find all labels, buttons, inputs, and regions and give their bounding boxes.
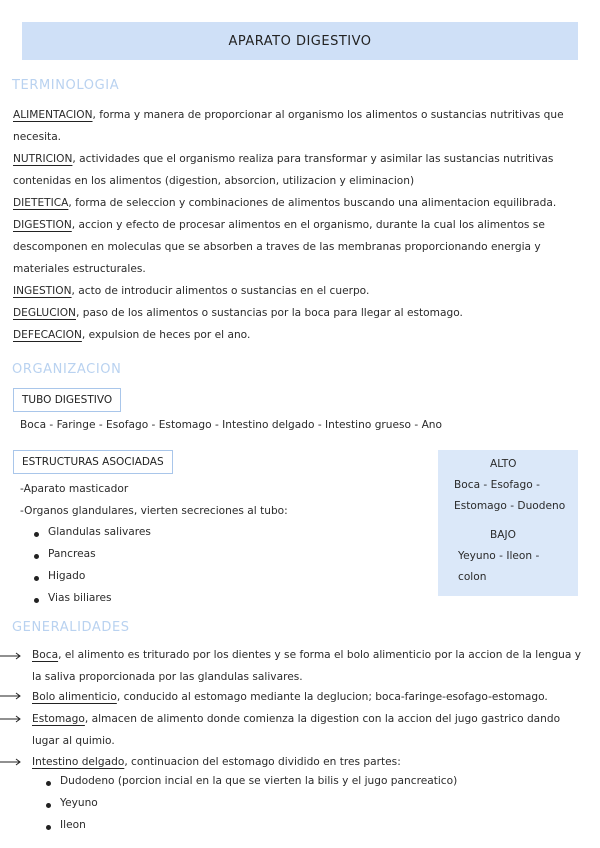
bullet-dot [34, 532, 39, 537]
arrow-icon [0, 757, 22, 767]
bajo-title: BAJO [490, 529, 516, 541]
estructura-line-organos: -Organos glandulares, vierten secreciones al tubo: [20, 505, 288, 517]
bullet-dot [34, 598, 39, 603]
list-item-parte: Ileon [60, 819, 86, 831]
definition-digestion [13, 214, 587, 280]
term-label: NUTRICION [13, 153, 73, 165]
bullet-dot [46, 825, 51, 830]
term-label: DIGESTION [13, 219, 72, 231]
term-label: DIETETICA [13, 197, 69, 209]
definition-text: , acto de introducir alimentos o sustancias en el cuerpo. [71, 285, 370, 297]
term-label: DEFECACION [13, 329, 82, 341]
arrow-icon [0, 714, 22, 724]
generalidad-text: , continuacion del estomago dividido en tres partes: [124, 756, 401, 768]
list-item-glandula: Vias biliares [48, 592, 112, 604]
page-title-bar [22, 22, 578, 60]
definition-text: , forma de seleccion y combinaciones de alimentos buscando una alimentacion equilibrada. [68, 197, 557, 209]
definition-text: , expulsion de heces por el ano. [81, 329, 251, 341]
term-label: Estomago [32, 713, 85, 725]
definition-nutricion [13, 148, 587, 192]
generalidad-text: , el alimento es triturado por los dientes y se forma el bolo alimenticio por la accion de la lengua y la saliva proporcionada por las glandulas salivares. [32, 649, 582, 683]
bajo-line: Yeyuno - Ileon - [458, 550, 540, 562]
generalidad-intestino [32, 751, 584, 773]
term-label: Bolo alimenticio [32, 691, 117, 703]
page-title: APARATO DIGESTIVO [228, 33, 372, 49]
tubo-digestivo-sequence: Boca - Faringe - Esofago - Estomago - Intestino delgado - Intestino grueso - Ano [20, 419, 443, 431]
bullet-dot [34, 576, 39, 581]
generalidad-estomago [32, 708, 584, 752]
definition-alimentacion [13, 104, 587, 148]
term-label: Boca [32, 649, 59, 661]
section-heading-organizacion: ORGANIZACION [12, 362, 122, 377]
alto-line: Boca - Esofago - [454, 479, 540, 491]
list-item-parte: Dudodeno (porcion incial en la que se vierten la bilis y el jugo pancreatico) [60, 775, 458, 787]
arrow-icon [0, 691, 22, 701]
generalidad-text: , conducido al estomago mediante la deglucion; boca-faringe-esofago-estomago. [116, 691, 548, 703]
generalidad-text: , almacen de alimento donde comienza la digestion con la accion del jugo gastrico dando lugar al quimio. [32, 713, 561, 747]
definition-defecacion [13, 324, 587, 346]
section-heading-generalidades: GENERALIDADES [12, 620, 130, 635]
arrow-icon [0, 651, 22, 661]
estructuras-asociadas-label: ESTRUCTURAS ASOCIADAS [13, 450, 173, 474]
definition-text: , accion y efecto de procesar alimentos en el organismo, durante la cual los alimentos se descomponen en moleculas que se absorben a traves de las membranas proporcionando energia y materiales estructurales. [13, 219, 545, 275]
bullet-dot [34, 554, 39, 559]
list-item-glandula: Higado [48, 570, 86, 582]
definition-deglucion [13, 302, 587, 324]
term-label: Intestino delgado [32, 756, 125, 768]
generalidad-bolo [32, 686, 584, 708]
definition-ingestion [13, 280, 587, 302]
estructura-line-masticador: -Aparato masticador [20, 483, 129, 495]
tubo-digestivo-label: TUBO DIGESTIVO [13, 388, 121, 412]
term-label: DEGLUCION [13, 307, 76, 319]
generalidad-boca [32, 644, 584, 688]
tubo-division-box [438, 450, 578, 596]
definition-text: , paso de los alimentos o sustancias por la boca para llegar al estomago. [75, 307, 463, 319]
alto-line: Estomago - Duodeno [454, 500, 566, 512]
definition-text: , actividades que el organismo realiza para transformar y asimilar las sustancias nutritivas contenidas en los alimentos (digestion, absorcion, utilizacion y eliminacion) [13, 153, 554, 187]
term-label: ALIMENTACION [13, 109, 93, 121]
list-item-parte: Yeyuno [60, 797, 98, 809]
list-item-glandula: Pancreas [48, 548, 96, 560]
alto-title: ALTO [490, 458, 517, 470]
definition-dietetica [13, 192, 587, 214]
bajo-line: colon [458, 571, 487, 583]
bullet-dot [46, 781, 51, 786]
list-item-glandula: Glandulas salivares [48, 526, 151, 538]
term-label: INGESTION [13, 285, 72, 297]
definition-text: , forma y manera de proporcionar al organismo los alimentos o sustancias nutritivas que necesita. [13, 109, 564, 143]
section-heading-terminologia: TERMINOLOGIA [12, 78, 120, 93]
bullet-dot [46, 803, 51, 808]
